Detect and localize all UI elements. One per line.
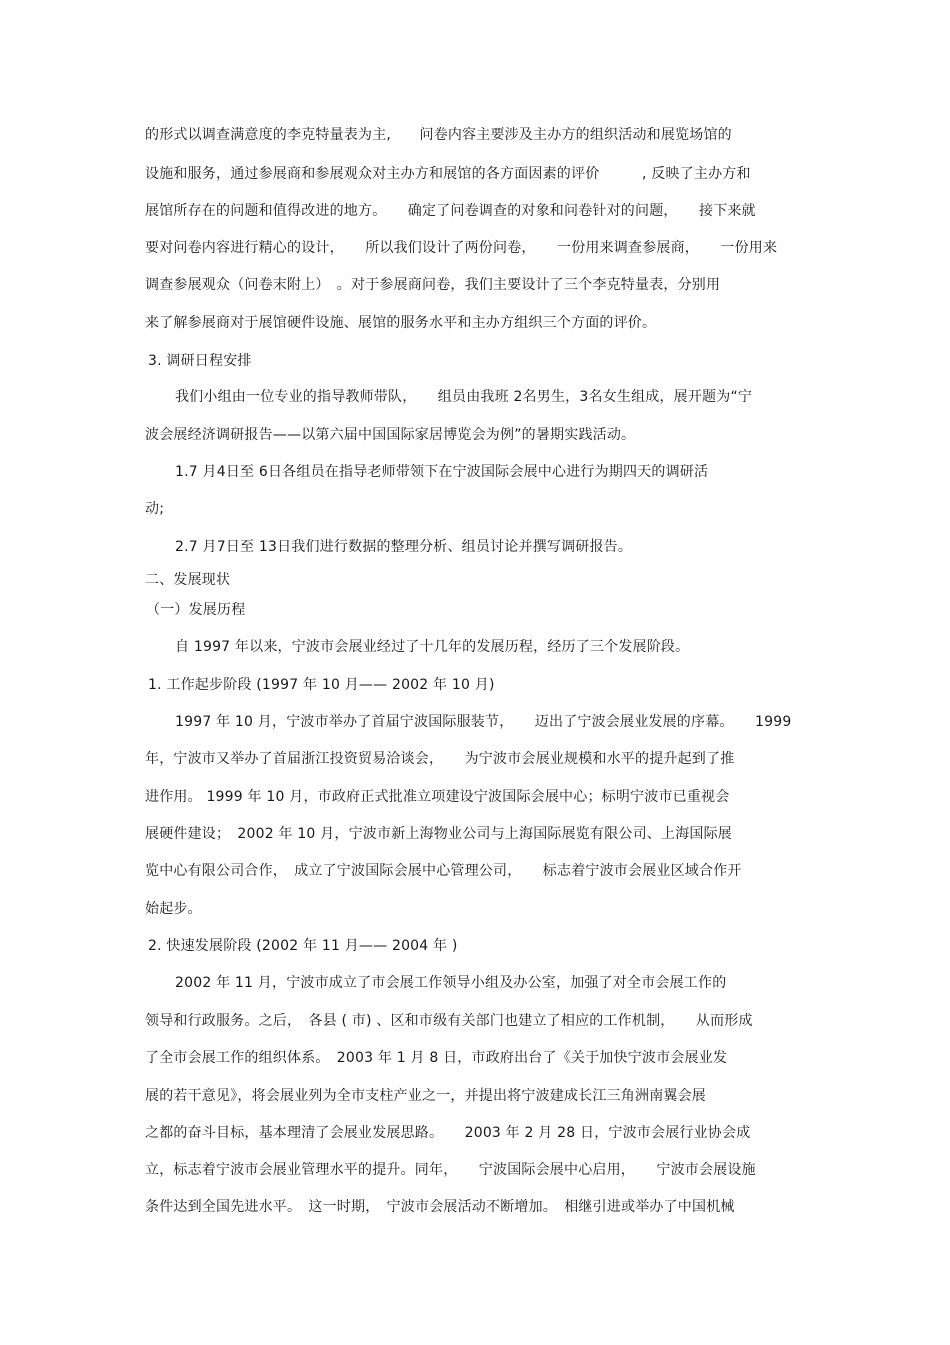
paragraph-line: 2002 年 11 月，宁波市成立了市会展工作领导小组及办公室，加强了对全市会展工作的 <box>175 975 727 991</box>
paragraph-line: 要对问卷内容进行精心的设计， 所以我们设计了两份问卷， 一份用来调查参展商， 一份用来 <box>145 240 778 256</box>
paragraph-line: 立，标志着宁波市会展业管理水平的提升。同年， 宁波国际会展中心启用， 宁波市会展设施 <box>145 1162 756 1178</box>
paragraph-line: 我们小组由一位专业的指导教师带队， 组员由我班 2名男生，3名女生组成，展开题为“宁 <box>175 389 753 405</box>
paragraph-line: 来了解参展商对于展馆硬件设施、展馆的服务水平和主办方组织三个方面的评价。 <box>145 315 657 331</box>
subsection-heading: （一）发展历程 <box>146 602 246 618</box>
section-heading: 二、发展现状 <box>145 572 231 588</box>
paragraph-line: 调查参展观众（问卷末附上） 。对于参展商问卷，我们主要设计了三个李克特量表，分别用 <box>145 277 721 293</box>
paragraph-line: 的形式以调查满意度的李克特量表为主, 问卷内容主要涉及主办方的组织活动和展览场馆的 <box>145 127 732 143</box>
paragraph-line: 自 1997 年以来，宁波市会展业经过了十几年的发展历程，经历了三个发展阶段。 <box>175 639 690 655</box>
list-item: 2.7 月7日至 13日我们进行数据的整理分析、组员讨论并撰写调研报告。 <box>175 539 633 555</box>
paragraph-line: 动; <box>145 501 165 517</box>
paragraph-line: 展馆所存在的问题和值得改进的地方。 确定了问卷调查的对象和问卷针对的问题， 接下来就 <box>145 203 756 219</box>
paragraph-line: 设施和服务，通过参展商和参展观众对主办方和展馆的各方面因素的评价 , 反映了主办方和 <box>145 166 751 182</box>
paragraph-line: 览中心有限公司合作， 成立了宁波国际会展中心管理公司， 标志着宁波市会展业区域合作开 <box>145 863 742 879</box>
paragraph-line: 波会展经济调研报告——以第六届中国国际家居博览会为例”的暑期实践活动。 <box>145 427 636 443</box>
list-item: 1.7 月4日至 6日各组员在指导老师带领下在宁波国际会展中心进行为期四天的调研活 <box>175 464 709 480</box>
paragraph-line: 展的若干意见》，将会展业列为全市支柱产业之一，并提出将宁波建成长江三角洲南翼会展 <box>145 1088 706 1104</box>
paragraph-line: 年，宁波市又举办了首届浙江投资贸易洽谈会， 为宁波市会展业规模和水平的提升起到了推 <box>145 751 735 767</box>
paragraph-line: 展硬件建设； 2002 年 10 月，宁波市新上海物业公司与上海国际展览有限公司、上海国际展 <box>145 826 732 842</box>
paragraph-line: 始起步。 <box>145 901 202 917</box>
paragraph-line: 之都的奋斗目标，基本理清了会展业发展思路。 2003 年 2 月 28 日，宁波市会展行业协会成 <box>145 1125 751 1141</box>
paragraph-line: 1997 年 10 月，宁波市举办了首届宁波国际服装节， 迈出了宁波会展业发展的序幕。 1999 <box>175 714 792 730</box>
stage-heading: 2. 快速发展阶段 (2002 年 11 月—— 2004 年 ) <box>148 938 458 954</box>
section-heading: 3. 调研日程安排 <box>148 353 252 369</box>
paragraph-line: 领导和行政服务。之后， 各县 ( 市) 、区和市级有关部门也建立了相应的工作机制， 从而形成 <box>145 1013 753 1029</box>
paragraph-line: 了全市会展工作的组织体系。 2003 年 1 月 8 日，市政府出台了《关于加快宁波市会展业发 <box>145 1050 728 1066</box>
paragraph-line: 进作用。 1999 年 10 月，市政府正式批准立项建设宁波国际会展中心；标明宁波市已重视会 <box>145 789 730 805</box>
paragraph-line: 条件达到全国先进水平。 这一时期， 宁波市会展活动不断增加。 相继引进或举办了中国机械 <box>145 1199 735 1215</box>
stage-heading: 1. 工作起步阶段 (1997 年 10 月—— 2002 年 10 月) <box>148 677 495 693</box>
